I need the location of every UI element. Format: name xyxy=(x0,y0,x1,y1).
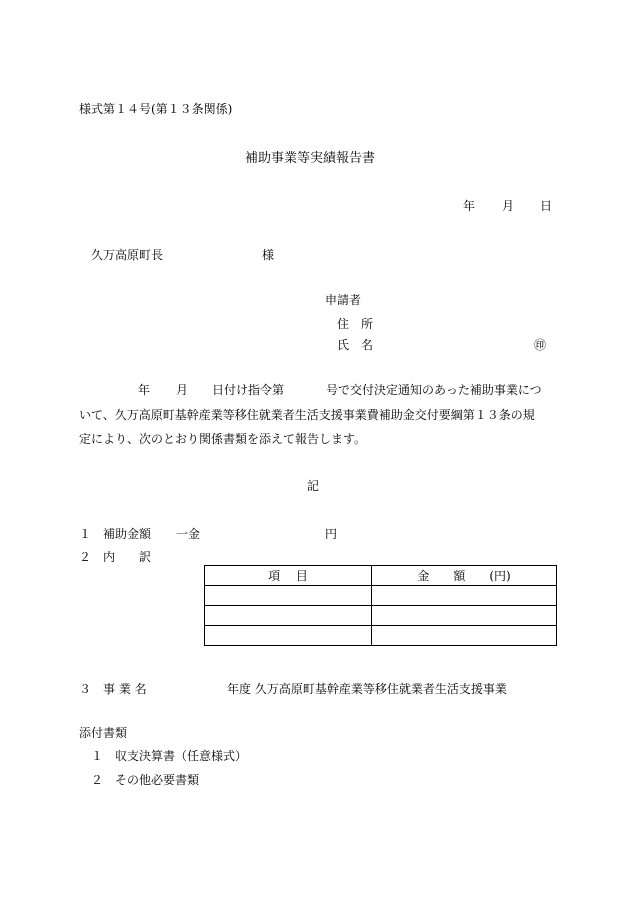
item1-unit: 円 xyxy=(325,527,338,541)
attachment-1-text: 収支決算書（任意様式） xyxy=(115,749,248,763)
ki-heading: 記 xyxy=(307,479,320,493)
breakdown-table xyxy=(204,565,557,646)
table-row xyxy=(205,626,557,646)
row-item-cell xyxy=(205,606,372,626)
attachment-2-text: その他必要書類 xyxy=(115,773,200,787)
attachment-2-number: ２ xyxy=(91,773,104,787)
item3-label: 事 業 名 xyxy=(103,682,147,696)
item1-number: １ xyxy=(79,527,92,541)
attachment-1-number: １ xyxy=(91,749,104,763)
breakdown-header-row xyxy=(205,566,557,586)
body-line3: 定により、次のとおり関係書類を添えて報告します。 xyxy=(79,432,367,446)
row-item-cell xyxy=(205,586,372,606)
row-amount-cell xyxy=(372,626,557,646)
header-amount: 金 額 (円) xyxy=(372,566,557,586)
date-year: 年 xyxy=(463,199,476,213)
body-date-text: 日付け指令第 xyxy=(212,383,285,397)
address-label: 住 所 xyxy=(337,317,374,331)
item2-label: 内 訳 xyxy=(103,550,152,564)
header-item: 項 目 xyxy=(205,566,372,586)
item1-prefix: 一金 xyxy=(176,527,201,541)
item2-number: ２ xyxy=(79,550,92,564)
seal-mark: ㊞ xyxy=(534,338,547,352)
row-item-cell xyxy=(205,626,372,646)
attachments-heading: 添付書類 xyxy=(79,726,128,740)
form-number: 様式第１４号(第１３条関係) xyxy=(79,102,233,116)
addressee-honorific: 様 xyxy=(262,248,275,262)
table-row xyxy=(205,586,557,606)
body-line1-rest: 号で交付決定通知のあった補助事業につ xyxy=(326,383,542,397)
row-amount-cell xyxy=(372,606,557,626)
item3-value: 年度 久万高原町基幹産業等移住就業者生活支援事業 xyxy=(227,682,507,696)
body-line2: いて、久万高原町基幹産業等移住就業者生活支援事業費補助金交付要綱第１３条の規 xyxy=(79,408,535,422)
document-title: 補助事業等実績報告書 xyxy=(245,151,376,166)
applicant-label: 申請者 xyxy=(325,293,362,307)
name-label: 氏 名 xyxy=(337,338,374,352)
body-year: 年 xyxy=(138,383,151,397)
item3-number: ３ xyxy=(79,682,92,696)
row-amount-cell xyxy=(372,586,557,606)
item1-label: 補助金額 xyxy=(103,527,152,541)
body-month: 月 xyxy=(176,383,189,397)
table-row xyxy=(205,606,557,626)
addressee-name: 久万高原町長 xyxy=(91,248,164,262)
date-month: 月 xyxy=(502,199,515,213)
date-day: 日 xyxy=(540,199,553,213)
